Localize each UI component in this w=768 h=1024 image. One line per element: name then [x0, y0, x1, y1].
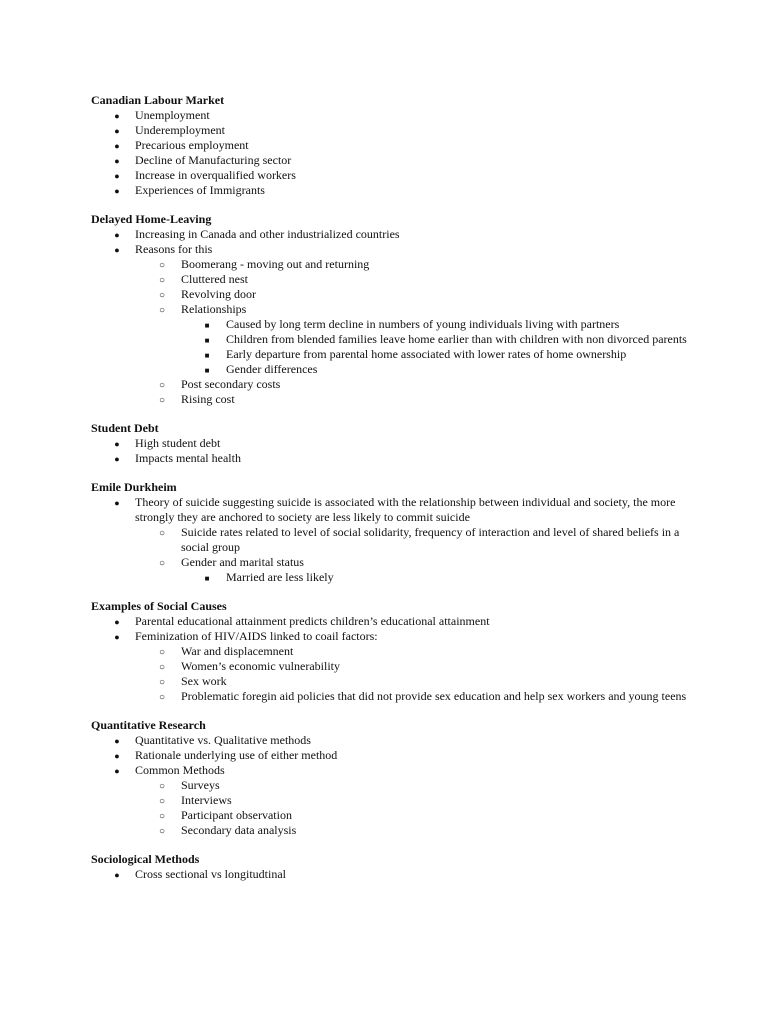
circle-bullet-icon — [156, 302, 168, 318]
list-item — [91, 495, 688, 525]
circle-bullet-icon — [156, 778, 168, 794]
list-item — [91, 793, 688, 808]
list-item-text: Increasing in Canada and other industrialized countries — [135, 227, 400, 241]
circle-bullet-icon — [156, 272, 168, 288]
section-heading: Student Debt — [91, 421, 159, 435]
circle-bullet-icon — [156, 793, 168, 809]
list-item-text: Feminization of HIV/AIDS linked to coail factors: — [135, 629, 378, 643]
list-item-text: Participant observation — [181, 808, 292, 822]
bullet-icon — [111, 629, 123, 645]
circle-bullet-icon — [156, 377, 168, 393]
bullet-icon — [111, 867, 123, 883]
list-item — [91, 867, 688, 882]
list-item-text: Secondary data analysis — [181, 823, 297, 837]
list-item — [91, 287, 688, 302]
list-item-text: Common Methods — [135, 763, 225, 777]
list-item-text: Quantitative vs. Qualitative methods — [135, 733, 311, 747]
list-item — [91, 242, 688, 257]
list-item — [91, 689, 688, 704]
list-item — [91, 823, 688, 838]
list-item-text: Impacts mental health — [135, 451, 241, 465]
list-item — [91, 436, 688, 451]
bullet-list — [91, 733, 688, 838]
list-item — [91, 153, 688, 168]
list-item — [91, 570, 688, 585]
list-item-text: Surveys — [181, 778, 220, 792]
bullet-icon — [111, 733, 123, 749]
list-item — [91, 614, 688, 629]
circle-bullet-icon — [156, 823, 168, 839]
list-item — [91, 778, 688, 793]
list-item-text: Increase in overqualified workers — [135, 168, 296, 182]
section-heading: Canadian Labour Market — [91, 93, 225, 107]
section-heading: Sociological Methods — [91, 852, 200, 866]
list-item-text: Rising cost — [181, 392, 235, 406]
list-item — [91, 377, 688, 392]
list-item-text: Children from blended families leave home earlier than with children with non divorced parents — [226, 332, 687, 346]
bullet-icon — [111, 451, 123, 467]
circle-bullet-icon — [156, 555, 168, 571]
list-item-text: Experiences of Immigrants — [135, 183, 265, 197]
list-item — [91, 272, 688, 287]
list-item — [91, 347, 688, 362]
section-delayed-home-leaving — [91, 212, 688, 407]
list-item-text: Early departure from parental home associated with lower rates of home ownership — [226, 347, 627, 361]
section-heading: Emile Durkheim — [91, 480, 177, 494]
circle-bullet-icon — [156, 392, 168, 408]
bullet-list — [91, 108, 688, 198]
list-item-text: Rationale underlying use of either method — [135, 748, 338, 762]
bullet-icon — [111, 763, 123, 779]
circle-bullet-icon — [156, 287, 168, 303]
bullet-icon — [111, 614, 123, 630]
list-item-text: Revolving door — [181, 287, 256, 301]
list-item — [91, 659, 688, 674]
list-item-text: Problematic foregin aid policies that did not provide sex education and help sex workers and young teens — [181, 689, 687, 703]
bullet-icon — [111, 153, 123, 169]
bullet-icon — [111, 436, 123, 452]
bullet-icon — [111, 123, 123, 139]
list-item-text: Sex work — [181, 674, 227, 688]
square-bullet-icon — [201, 347, 213, 363]
circle-bullet-icon — [156, 644, 168, 660]
square-bullet-icon — [201, 570, 213, 586]
list-item-text: Married are less likely — [226, 570, 334, 584]
list-item — [91, 808, 688, 823]
bullet-icon — [111, 227, 123, 243]
circle-bullet-icon — [156, 689, 168, 705]
list-item-text: Boomerang - moving out and returning — [181, 257, 370, 271]
list-item-text: Decline of Manufacturing sector — [135, 153, 292, 167]
list-item — [91, 227, 688, 242]
circle-bullet-icon — [156, 674, 168, 690]
bullet-list — [91, 495, 688, 585]
list-item-text: Women’s economic vulnerability — [181, 659, 340, 673]
bullet-list — [91, 436, 688, 466]
list-item — [91, 763, 688, 778]
bullet-list — [91, 614, 688, 704]
list-item-text: Relationships — [181, 302, 247, 316]
list-item — [91, 629, 688, 644]
list-item-text: Theory of suicide suggesting suicide is associated with the relationship between individual and society, the more strongly they are anchored to society are less likely to commit suicide — [135, 495, 676, 524]
list-item-text: Caused by long term decline in numbers of young individuals living with partners — [226, 317, 620, 331]
list-item-text: Parental educational attainment predicts children’s educational attainment — [135, 614, 490, 628]
list-item — [91, 332, 688, 347]
section-heading: Delayed Home-Leaving — [91, 212, 212, 226]
list-item — [91, 317, 688, 332]
section-examples-of-social-causes — [91, 599, 688, 704]
bullet-list — [91, 227, 688, 407]
list-item — [91, 451, 688, 466]
list-item-text: War and displacemnent — [181, 644, 294, 658]
bullet-icon — [111, 748, 123, 764]
list-item — [91, 392, 688, 407]
list-item-text: Reasons for this — [135, 242, 213, 256]
list-item — [91, 168, 688, 183]
list-item — [91, 644, 688, 659]
bullet-list — [91, 867, 688, 882]
section-heading: Examples of Social Causes — [91, 599, 227, 613]
section-quantitative-research — [91, 718, 688, 838]
list-item — [91, 123, 688, 138]
bullet-icon — [111, 183, 123, 199]
square-bullet-icon — [201, 317, 213, 333]
section-student-debt — [91, 421, 688, 466]
list-item-text: Underemployment — [135, 123, 225, 137]
section-heading: Quantitative Research — [91, 718, 206, 732]
list-item — [91, 138, 688, 153]
list-item — [91, 257, 688, 272]
bullet-icon — [111, 168, 123, 184]
list-item — [91, 362, 688, 377]
list-item — [91, 302, 688, 317]
section-canadian-labour-market — [91, 93, 688, 198]
list-item-text: Suicide rates related to level of social solidarity, frequency of interaction and level of shared beliefs in a social group — [181, 525, 680, 554]
square-bullet-icon — [201, 362, 213, 378]
list-item-text: Gender differences — [226, 362, 318, 376]
circle-bullet-icon — [156, 257, 168, 273]
bullet-icon — [111, 138, 123, 154]
list-item-text: Cross sectional vs longitudtinal — [135, 867, 286, 881]
section-sociological-methods — [91, 852, 688, 882]
list-item — [91, 108, 688, 123]
bullet-icon — [111, 242, 123, 258]
list-item-text: Gender and marital status — [181, 555, 304, 569]
circle-bullet-icon — [156, 525, 168, 541]
list-item-text: Cluttered nest — [181, 272, 248, 286]
list-item — [91, 748, 688, 763]
list-item-text: High student debt — [135, 436, 221, 450]
circle-bullet-icon — [156, 808, 168, 824]
list-item — [91, 525, 688, 555]
bullet-icon — [111, 495, 123, 511]
bullet-icon — [111, 108, 123, 124]
square-bullet-icon — [201, 332, 213, 348]
section-emile-durkheim — [91, 480, 688, 585]
list-item — [91, 733, 688, 748]
circle-bullet-icon — [156, 659, 168, 675]
list-item — [91, 674, 688, 689]
list-item-text: Unemployment — [135, 108, 210, 122]
list-item-text: Interviews — [181, 793, 232, 807]
list-item-text: Precarious employment — [135, 138, 249, 152]
list-item — [91, 555, 688, 570]
list-item-text: Post secondary costs — [181, 377, 281, 391]
list-item — [91, 183, 688, 198]
